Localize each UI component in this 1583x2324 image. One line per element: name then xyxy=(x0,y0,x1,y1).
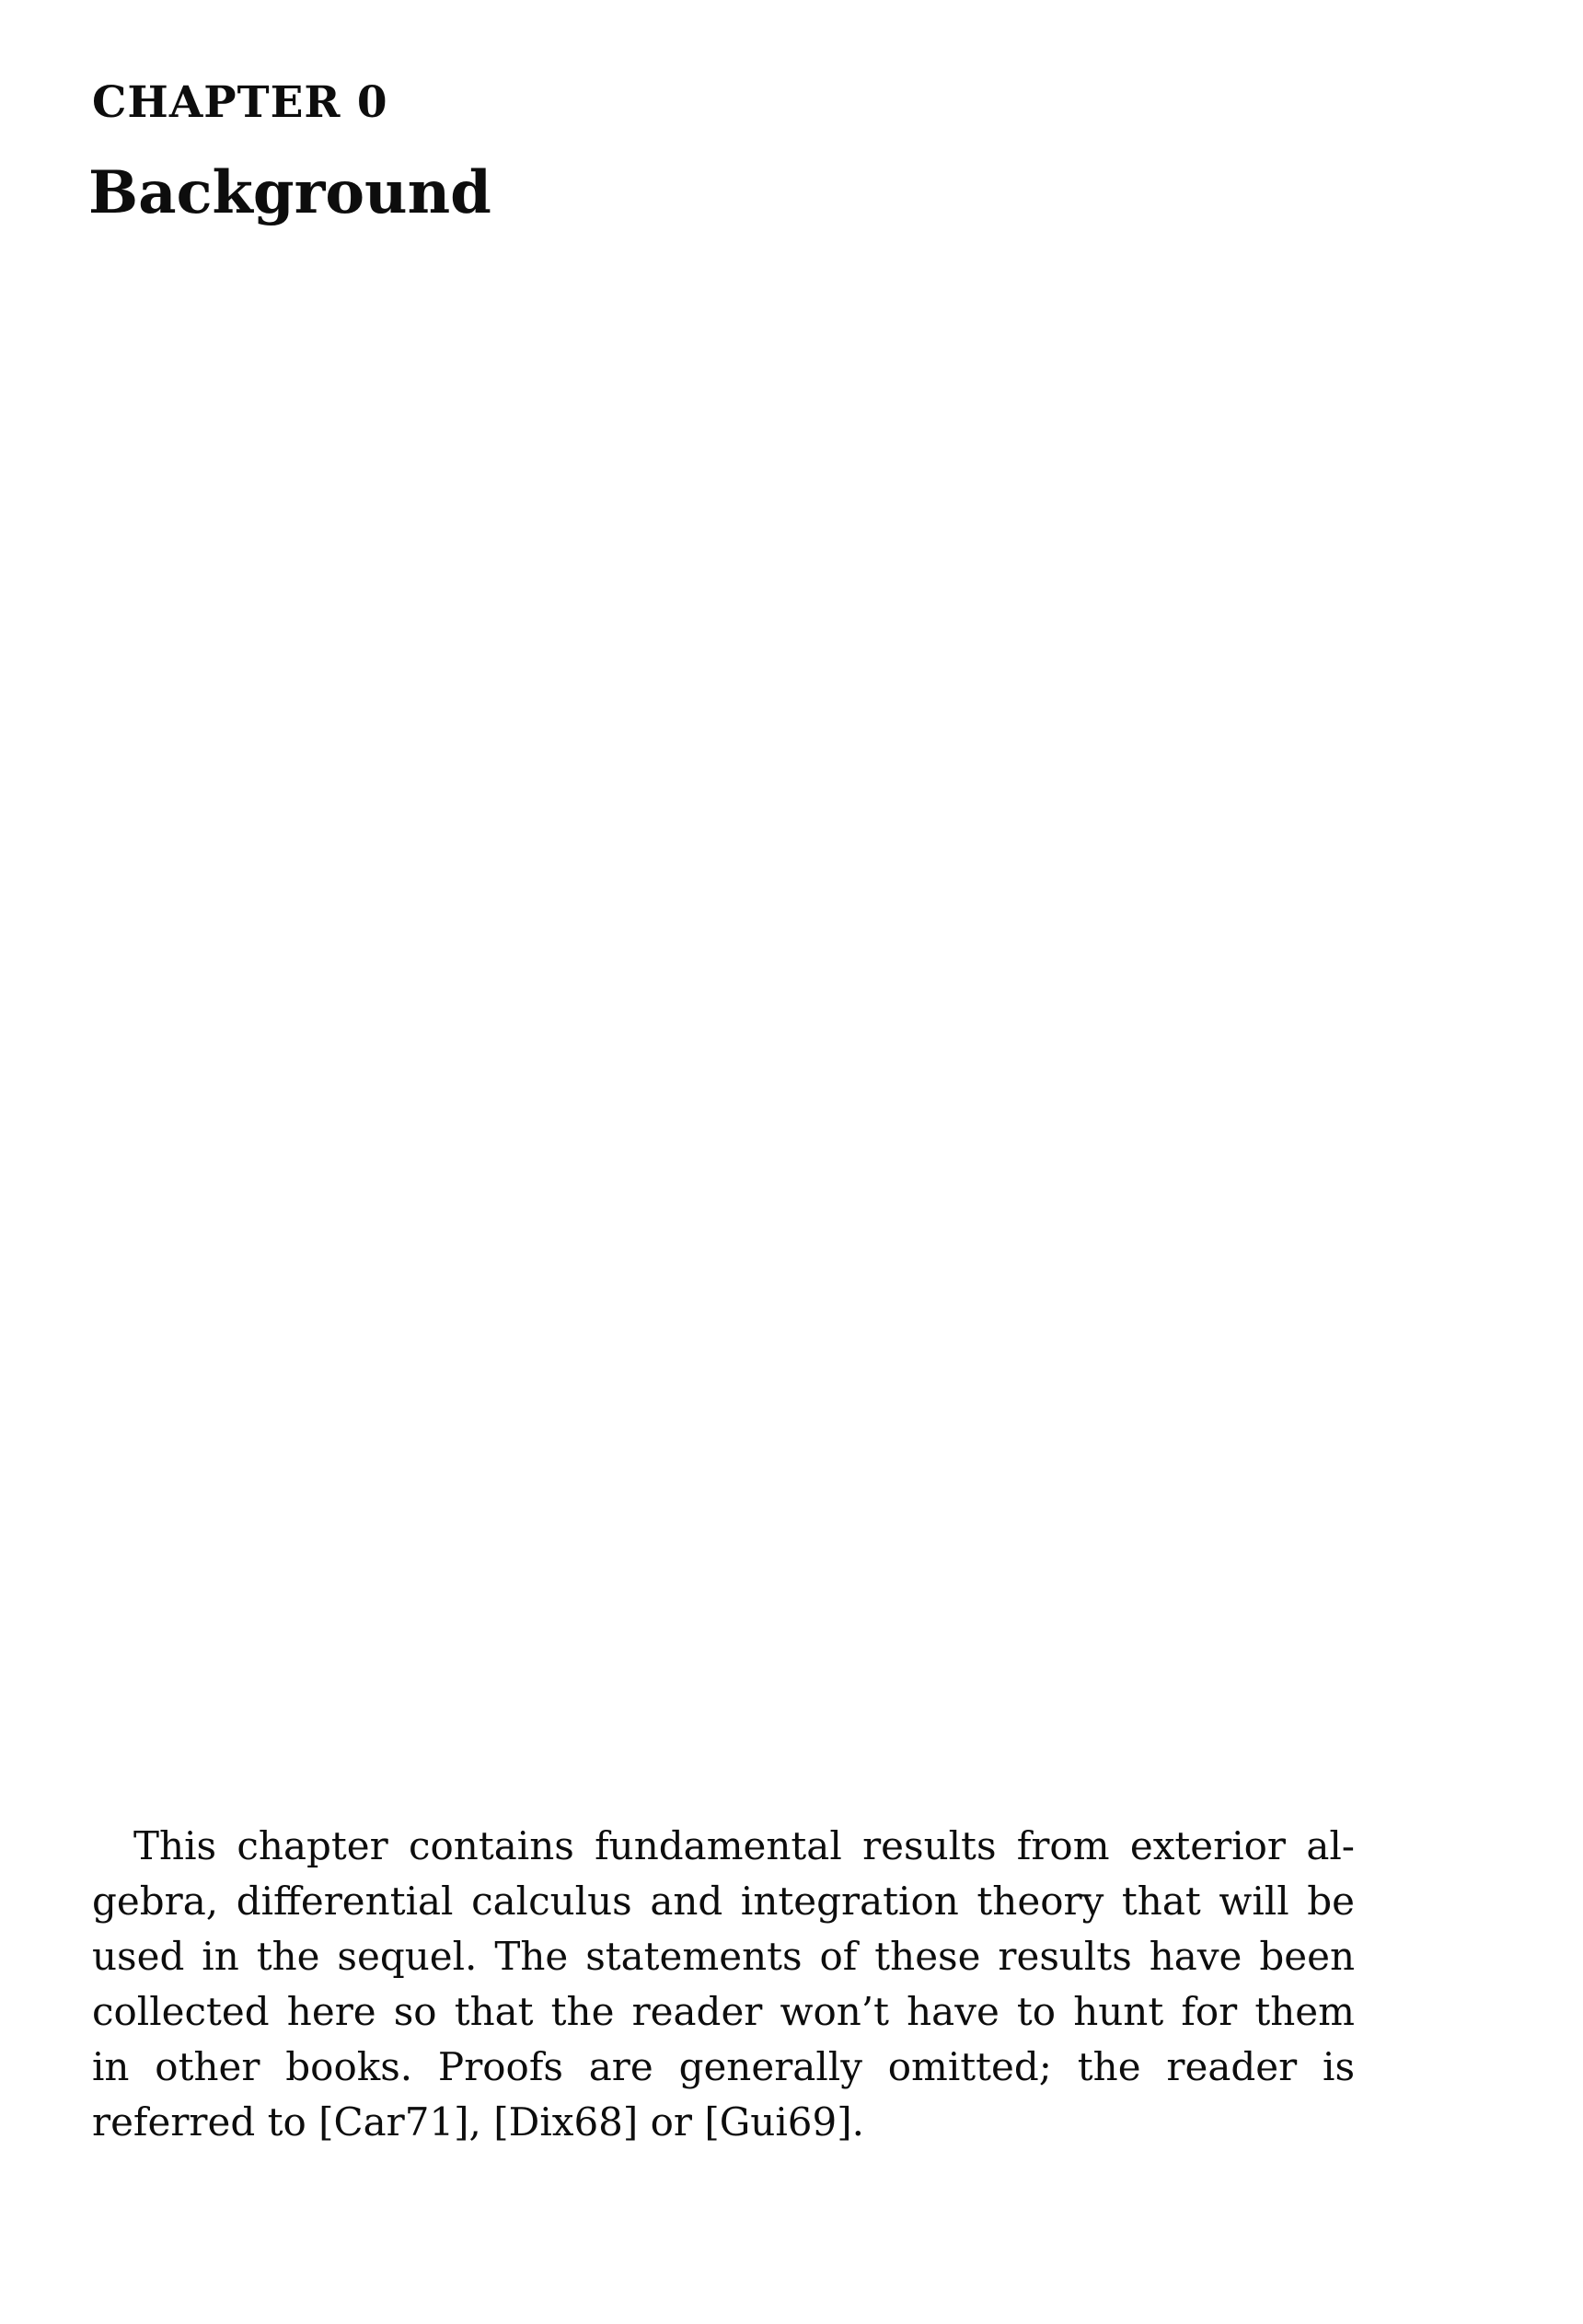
page-title: Background xyxy=(88,158,491,227)
paragraph-line: collected here so that the reader won’t have to hunt for them xyxy=(92,1989,1355,2034)
chapter-label: CHAPTER 0 xyxy=(92,77,388,128)
paragraph-line: used in the sequel. The statements of these results have been xyxy=(92,1934,1355,1979)
body-paragraph xyxy=(92,1819,1355,2150)
paragraph-line: This chapter contains fundamental results from exterior al- xyxy=(133,1823,1355,1868)
paragraph-line: in other books. Proofs are generally omitted; the reader is xyxy=(92,2044,1355,2089)
paragraph-line: referred to [Car71], [Dix68] or [Gui69]. xyxy=(92,2099,864,2145)
paragraph-line: gebra, differential calculus and integration theory that will be xyxy=(92,1879,1355,1924)
